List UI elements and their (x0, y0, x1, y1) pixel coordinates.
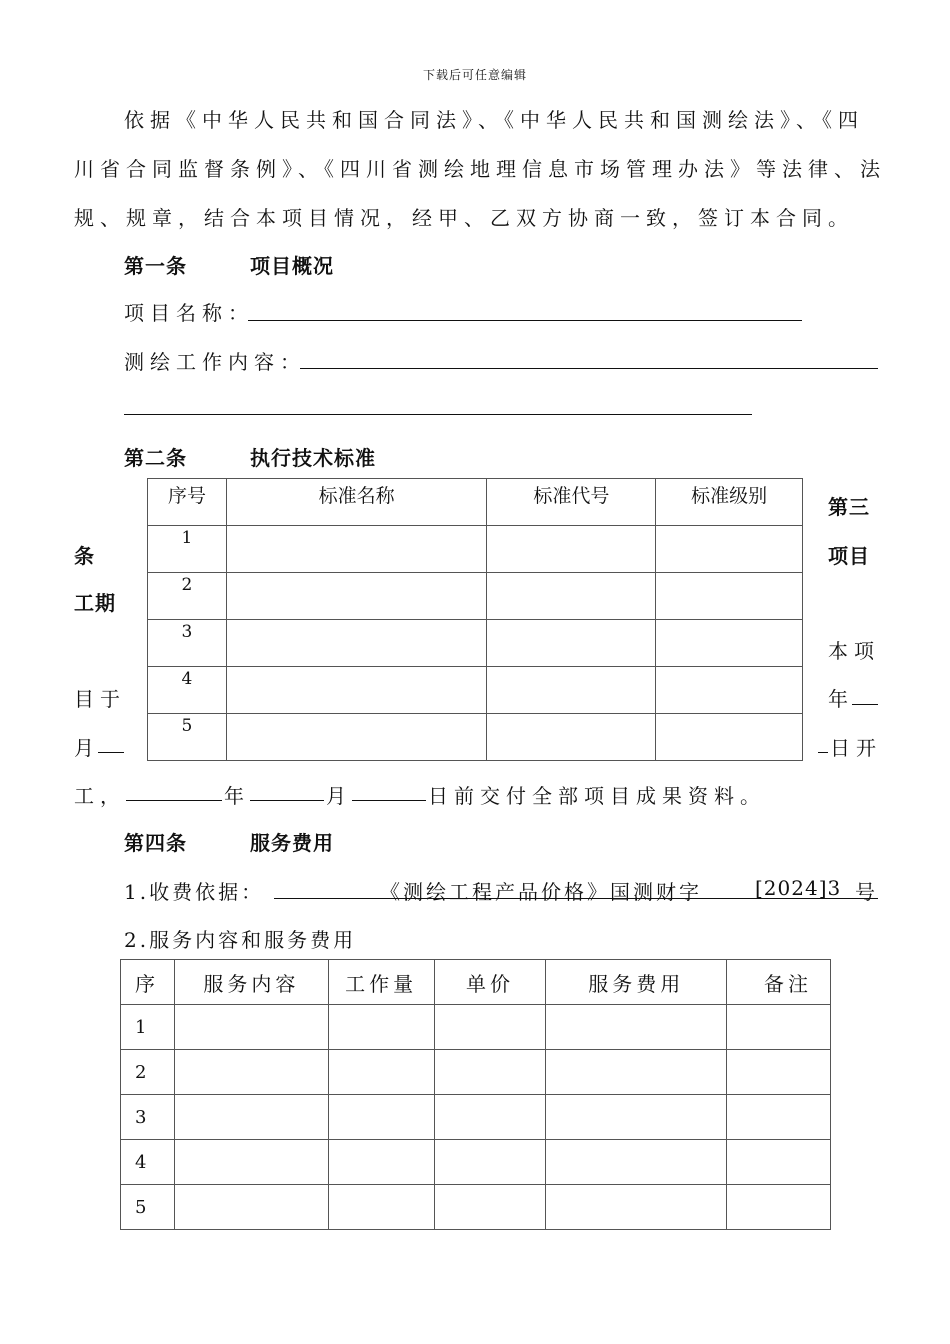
service-fee-table-header (121, 960, 831, 1005)
cell-standard-level[interactable] (656, 667, 803, 714)
table-row (148, 573, 803, 620)
row-index: 4 (121, 1140, 175, 1185)
cell-standard-name[interactable] (226, 714, 487, 761)
article-3-subtitle: 项目 (828, 544, 870, 568)
table-row (148, 526, 803, 573)
row-index: 5 (121, 1185, 175, 1230)
article-2-title: 第二条 (124, 446, 187, 470)
article-3-fragment-year: 年 (828, 687, 854, 711)
table-row (121, 1005, 831, 1050)
intro-line-1: 依据《中华人民共和国合同法》、《中华人民共和国测绘法》、《四 (124, 108, 864, 132)
article-1-title: 第一条 (124, 254, 187, 278)
cell-standard-code[interactable] (487, 526, 656, 573)
col-header-standard-name: 标准名称 (226, 479, 487, 526)
row-index: 3 (121, 1095, 175, 1140)
fee-basis-label: 1.收费依据： (124, 880, 265, 904)
article-4-title: 第四条 (124, 831, 187, 855)
deadline-day-field[interactable] (352, 800, 426, 801)
article-3-fragment-duration: 工期 (74, 591, 116, 615)
cell-standard-name[interactable] (226, 667, 487, 714)
table-row (148, 620, 803, 667)
cell-standard-name[interactable] (226, 620, 487, 667)
article-3-fragment-rikai: 日开 (830, 736, 882, 760)
cell-workload[interactable] (328, 1140, 434, 1185)
intro-line-3: 规、规章，结合本项目情况，经甲、乙双方协商一致，签订本合同。 (74, 206, 854, 230)
col-header-standard-level: 标准级别 (656, 479, 803, 526)
service-fee-table (120, 959, 831, 1230)
table-row (148, 667, 803, 714)
row-index: 4 (148, 667, 227, 714)
standards-table (147, 478, 803, 761)
table-row (121, 1185, 831, 1230)
table-row (121, 1050, 831, 1095)
fee-basis-number: [2024]3 (755, 876, 842, 900)
article-3-fragment-tiao: 条 (74, 544, 95, 568)
cell-unit-price[interactable] (434, 1095, 546, 1140)
cell-service-content[interactable] (174, 1050, 328, 1095)
cell-unit-price[interactable] (434, 1185, 546, 1230)
article-1-subtitle: 项目概况 (250, 254, 334, 278)
col-header-standard-code: 标准代号 (487, 479, 656, 526)
article-3-fragment-month: 月 (74, 736, 100, 760)
article-3-line-start: 工， (74, 784, 126, 808)
row-index: 1 (121, 1005, 175, 1050)
cell-standard-level[interactable] (656, 620, 803, 667)
col-header-unit-price: 单价 (434, 960, 546, 1005)
standards-table-header (148, 479, 803, 526)
cell-service-fee[interactable] (546, 1005, 727, 1050)
cell-standard-name[interactable] (226, 573, 487, 620)
start-month-field[interactable] (98, 752, 124, 753)
cell-workload[interactable] (328, 1050, 434, 1095)
col-header-index: 序 (121, 960, 175, 1005)
cell-remarks[interactable] (727, 1050, 831, 1095)
cell-service-fee[interactable] (546, 1095, 727, 1140)
col-header-workload: 工作量 (328, 960, 434, 1005)
survey-content-field-line-2[interactable] (124, 414, 752, 415)
cell-service-content[interactable] (174, 1185, 328, 1230)
cell-standard-code[interactable] (487, 714, 656, 761)
cell-standard-level[interactable] (656, 714, 803, 761)
survey-content-field[interactable] (300, 368, 878, 369)
col-header-service-content: 服务内容 (174, 960, 328, 1005)
cell-service-content[interactable] (174, 1005, 328, 1050)
deadline-month-label: 月 (326, 784, 352, 808)
survey-content-label: 测绘工作内容： (124, 350, 306, 374)
start-year-field[interactable] (852, 704, 878, 705)
project-name-label: 项目名称： (124, 301, 254, 325)
cell-standard-code[interactable] (487, 620, 656, 667)
cell-unit-price[interactable] (434, 1005, 546, 1050)
cell-remarks[interactable] (727, 1005, 831, 1050)
cell-service-fee[interactable] (546, 1050, 727, 1095)
service-fee-label: 2.服务内容和服务费用 (124, 928, 357, 952)
cell-standard-level[interactable] (656, 573, 803, 620)
col-header-service-fee: 服务费用 (546, 960, 727, 1005)
cell-standard-code[interactable] (487, 573, 656, 620)
row-index: 5 (148, 714, 227, 761)
article-3-fragment-muyu: 目于 (74, 687, 126, 711)
project-name-field[interactable] (248, 320, 802, 321)
cell-remarks[interactable] (727, 1095, 831, 1140)
cell-workload[interactable] (328, 1185, 434, 1230)
cell-workload[interactable] (328, 1095, 434, 1140)
row-index: 2 (121, 1050, 175, 1095)
cell-standard-code[interactable] (487, 667, 656, 714)
article-3-fragment-benxiang: 本项 (828, 639, 880, 663)
cell-remarks[interactable] (727, 1140, 831, 1185)
row-index: 3 (148, 620, 227, 667)
cell-service-fee[interactable] (546, 1140, 727, 1185)
row-index: 2 (148, 573, 227, 620)
cell-standard-name[interactable] (226, 526, 487, 573)
table-row (121, 1140, 831, 1185)
cell-service-fee[interactable] (546, 1185, 727, 1230)
deadline-text: 日前交付全部项目成果资料。 (428, 784, 766, 808)
cell-unit-price[interactable] (434, 1050, 546, 1095)
intro-line-2: 川省合同监督条例》、《四川省测绘地理信息市场管理办法》等法律、法 (74, 157, 886, 181)
cell-workload[interactable] (328, 1005, 434, 1050)
table-row (121, 1095, 831, 1140)
article-3-title: 第三 (828, 495, 870, 519)
article-4-subtitle: 服务费用 (250, 831, 334, 855)
fee-basis-suffix: 号 (855, 880, 881, 904)
cell-standard-level[interactable] (656, 526, 803, 573)
col-header-remarks: 备注 (727, 960, 831, 1005)
cell-unit-price[interactable] (434, 1140, 546, 1185)
row-index: 1 (148, 526, 227, 573)
cell-service-content[interactable] (174, 1095, 328, 1140)
page-header: 下载后可任意编辑 (422, 68, 527, 82)
table-row (148, 714, 803, 761)
fee-basis-value: 《测绘工程产品价格》国测财字 (380, 880, 702, 904)
deadline-year-field[interactable] (126, 800, 222, 801)
col-header-index: 序号 (148, 479, 227, 526)
deadline-month-field[interactable] (250, 800, 324, 801)
article-2-subtitle: 执行技术标准 (250, 446, 376, 470)
cell-remarks[interactable] (727, 1185, 831, 1230)
deadline-year-label: 年 (224, 784, 250, 808)
cell-service-content[interactable] (174, 1140, 328, 1185)
start-day-field[interactable] (818, 752, 828, 753)
